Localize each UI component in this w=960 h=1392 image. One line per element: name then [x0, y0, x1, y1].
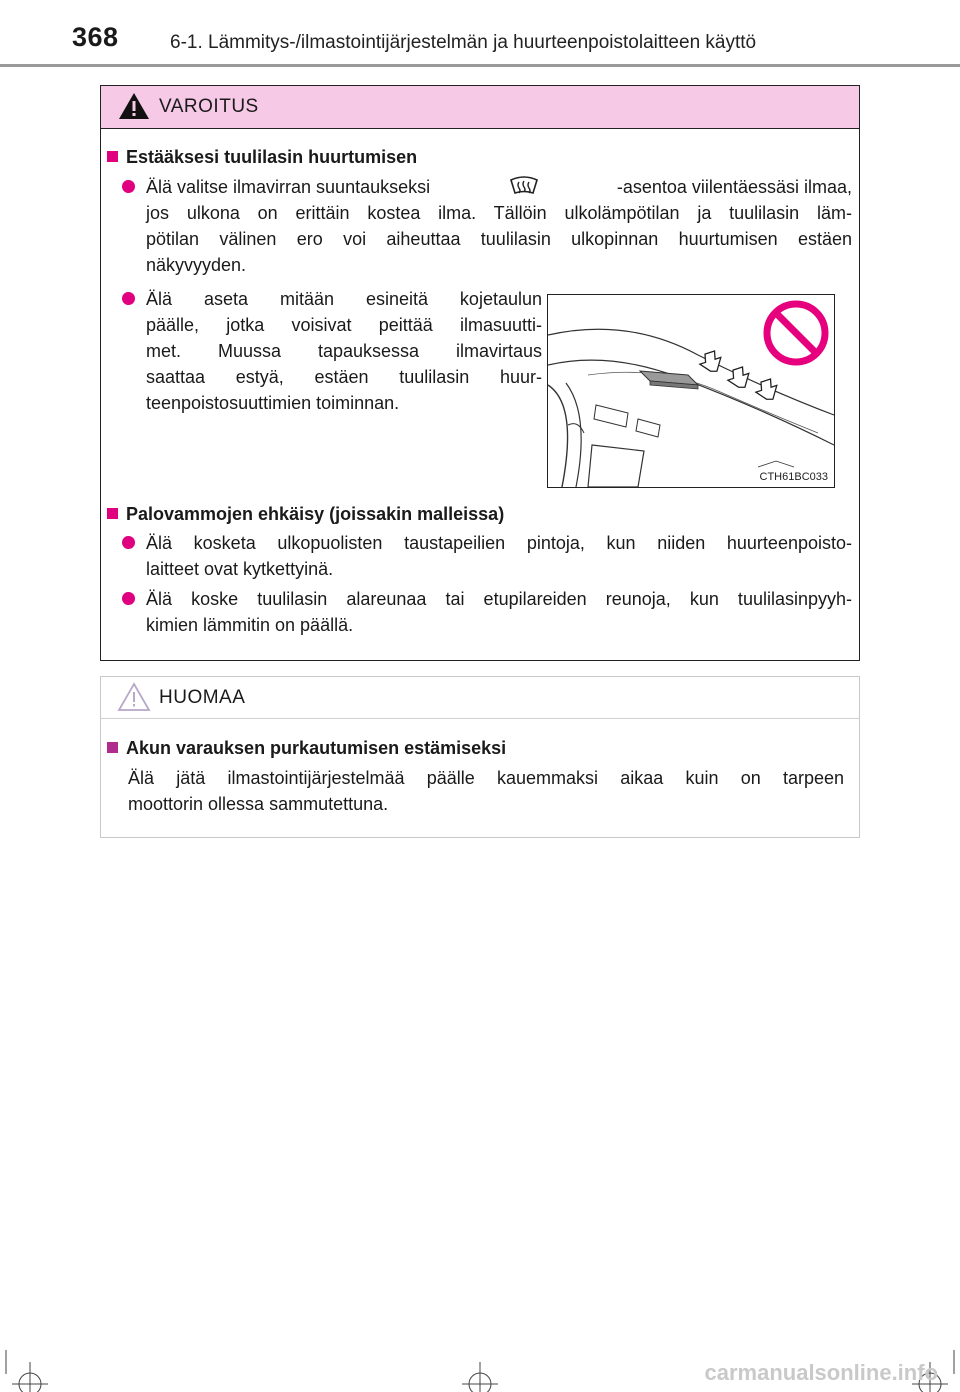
bullet-line: teenpoistosuuttimien toiminnan.: [146, 393, 400, 413]
bullet-line: näkyvyyden.: [146, 255, 247, 275]
bullet-line: laitteet ovat kytkettyinä.: [146, 559, 334, 579]
bullet-line: met. Muussa tapauksessa ilmavirtaus: [146, 341, 542, 361]
dashboard-drawing: [548, 295, 834, 487]
notice-header: [101, 677, 859, 719]
bullet-line: pötilan välinen ero voi aiheuttaa tuulilasin ulkopinnan huurtumisen estäen: [146, 229, 852, 249]
warning-box: [100, 85, 860, 661]
bullet-line: -asentoa viilentäessäsi ilmaa,: [616, 177, 852, 197]
notice-line: Älä jätä ilmastointijärjestelmää päälle kauemmaksi aikaa kuin on tarpeen: [128, 768, 844, 788]
bullet-line: Älä aseta mitään esineitä kojetaulun: [146, 289, 542, 309]
section-square-icon: [107, 151, 118, 162]
bullet-line: Älä koske tuulilasin alareunaa tai etupilareiden reunoja, kun tuulilasinpyyh-: [146, 589, 852, 609]
section-square-icon: [107, 508, 118, 519]
warning-label: VAROITUS: [159, 96, 259, 117]
bullet-line: Älä kosketa ulkopuolisten taustapeilien pintoja, kun niiden huurteenpoisto-: [146, 533, 852, 553]
warning-triangle-icon: [117, 91, 151, 121]
section-title-burns: Palovammojen ehkäisy (joissakin malleissa): [107, 504, 504, 525]
section-title-defog: Estääksesi tuulilasin huurtumisen: [107, 147, 417, 168]
watermark: carmanualsonline.info: [704, 1360, 938, 1385]
windshield-defroster-icon: [509, 174, 539, 196]
section-square-icon: [107, 742, 118, 753]
notice-line: moottorin ollessa sammutettuna.: [128, 794, 389, 814]
notice-label: HUOMAA: [159, 687, 246, 708]
warning-header: [101, 86, 859, 129]
caution-outline-icon: [117, 682, 151, 712]
bullet-dot-icon: [122, 292, 135, 305]
bullet-line: kimien lämmitin on päällä.: [146, 615, 354, 635]
notice-box: [100, 676, 860, 838]
section-title-battery: Akun varauksen purkautumisen estämiseksi: [107, 738, 506, 759]
chapter-title: 6-1. Lämmitys-/ilmastointijärjestelmän ja huurteenpoistolaitteen käyttö: [170, 32, 757, 53]
illustration-code: CTH61BC033: [759, 471, 828, 483]
bullet-dot-icon: [122, 536, 135, 549]
bullet-line: saattaa estyä, estäen tuulilasin huur-: [146, 367, 542, 387]
notice-text: [128, 765, 844, 817]
bullet-line: päälle, jotka voisivat peittää ilmasuutti-: [146, 315, 542, 335]
prohibition-icon: [767, 304, 825, 362]
page-header: [0, 0, 960, 68]
bullet-dot-icon: [122, 180, 135, 193]
header-rule: [0, 64, 960, 67]
bullet-dot-icon: [122, 592, 135, 605]
page-number: 368: [72, 22, 119, 52]
bullet-line: jos ulkona on erittäin kostea ilma. Tällöin ulkolämpötilan ja tuulilasin läm-: [146, 203, 852, 223]
dashboard-illustration: [547, 294, 835, 488]
bullet-line: Älä valitse ilmavirran suuntaukseksi: [146, 177, 431, 197]
